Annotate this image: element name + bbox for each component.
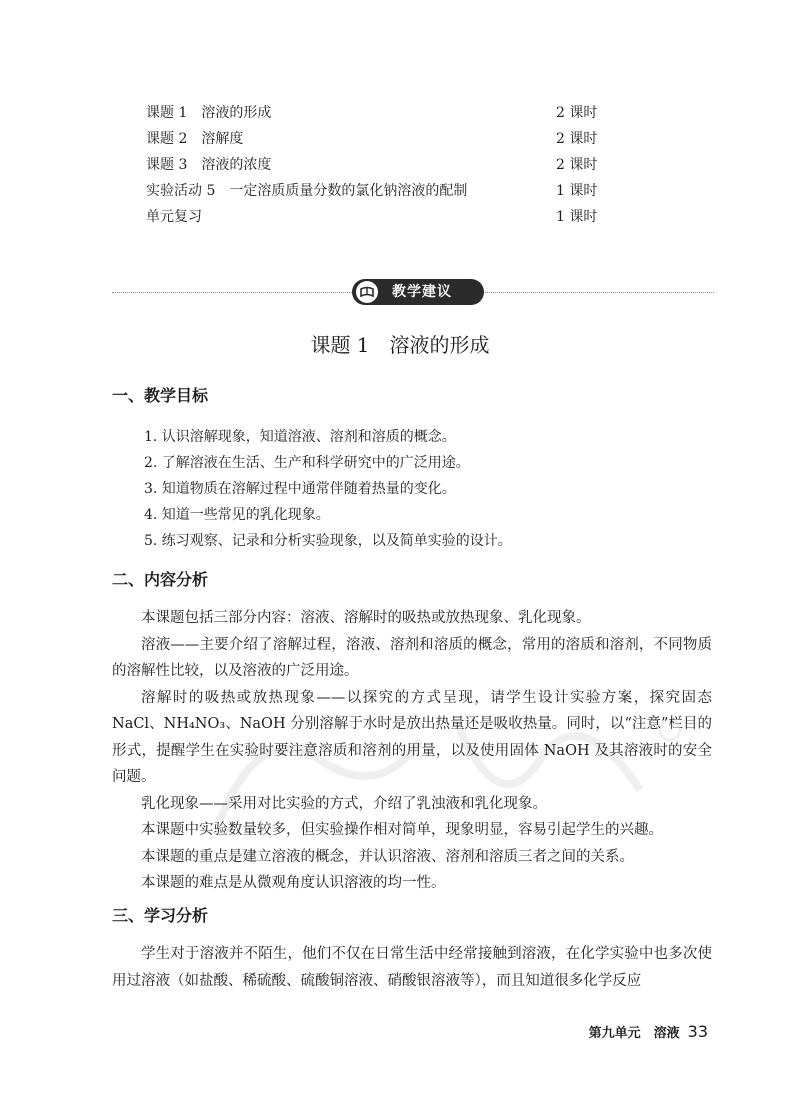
- schedule-topic: 单元复习: [146, 209, 202, 225]
- content-analysis: [112, 605, 712, 897]
- goal-item: 1. 认识溶解现象，知道溶液、溶剂和溶质的概念。: [144, 429, 456, 445]
- page-footer: [589, 1022, 708, 1041]
- section-heading-learning: 三、学习分析: [112, 906, 209, 925]
- schedule-topic: 课题 2 溶解度: [146, 131, 244, 147]
- banner-pill: [352, 279, 484, 305]
- footer-unit: 第九单元 溶液: [588, 1026, 680, 1041]
- section-banner: [112, 277, 714, 307]
- schedule-row: [146, 204, 606, 230]
- schedule-row: [146, 178, 606, 204]
- paragraph: 溶液——主要介绍了溶解过程，溶液、溶剂和溶质的概念，常用的溶质和溶剂，不同物质的溶解性比较，以及溶液的广泛用途。: [112, 636, 712, 679]
- paragraph: 本课题包括三部分内容：溶液、溶解时的吸热或放热现象、乳化现象。: [141, 610, 591, 626]
- paragraph: 溶解时的吸热或放热现象——以探究的方式呈现，请学生设计实验方案，探究固态 NaCl、NH₄NO₃、NaOH 分别溶解于水时是放出热量还是吸收热量。同时，以“注意”栏目的形式，提醒学生在实验时要注意溶质和溶剂的用量，以及使用固体 NaOH 及其溶液时的安全问题。: [112, 689, 712, 785]
- schedule-topic: 课题 1 溶液的形成: [146, 105, 272, 121]
- goal-item: 4. 知道一些常见的乳化现象。: [144, 507, 330, 523]
- lesson-title: 课题 1 溶液的形成: [310, 333, 490, 357]
- paragraph: 本课题中实验数量较多，但实验操作相对简单，现象明显，容易引起学生的兴趣。: [141, 822, 663, 838]
- schedule-hours: 2 课时: [556, 105, 598, 121]
- paragraph: 学生对于溶液并不陌生，他们不仅在日常生活中经常接触到溶液，在化学实验中也多次使用过溶液（如盐酸、稀硫酸、硫酸铜溶液、硝酸银溶液等），而且知道很多化学反应: [112, 946, 712, 989]
- schedule-hours: 2 课时: [556, 157, 598, 173]
- schedule-topic: 课题 3 溶液的浓度: [146, 157, 272, 173]
- paragraph: 乳化现象——采用对比实验的方式，介绍了乳浊液和乳化现象。: [141, 795, 547, 812]
- schedule-hours: 1 课时: [556, 183, 598, 199]
- goal-item: 2. 了解溶液在生活、生产和科学研究中的广泛用途。: [144, 455, 470, 471]
- schedule-row: [146, 100, 606, 126]
- schedule-row: [146, 152, 606, 178]
- learning-analysis: [112, 941, 712, 994]
- paragraph: 本课题的重点是建立溶液的概念，并认识溶液、溶剂和溶质三者之间的关系。: [141, 848, 634, 865]
- schedule-topic: 实验活动 5 一定溶质质量分数的氯化钠溶液的配制: [146, 183, 468, 199]
- schedule-hours: 1 课时: [556, 209, 598, 225]
- schedule-row: [146, 126, 606, 152]
- section-heading-content: 二、内容分析: [112, 570, 209, 589]
- paragraph: 本课题的难点是从微观角度认识溶液的均一性。: [141, 875, 446, 891]
- book-logo-icon: [356, 281, 378, 303]
- schedule-hours: 2 课时: [556, 131, 598, 147]
- section-heading-goals: 一、教学目标: [112, 386, 209, 405]
- banner-label: 教学建议: [392, 284, 452, 300]
- goal-item: 5. 练习观察、记录和分析实验现象，以及简单实验的设计。: [144, 533, 512, 549]
- page-number: 33: [687, 1022, 708, 1041]
- goal-item: 3. 知道物质在溶解过程中通常伴随着热量的变化。: [144, 481, 456, 497]
- lesson-schedule: [146, 100, 606, 230]
